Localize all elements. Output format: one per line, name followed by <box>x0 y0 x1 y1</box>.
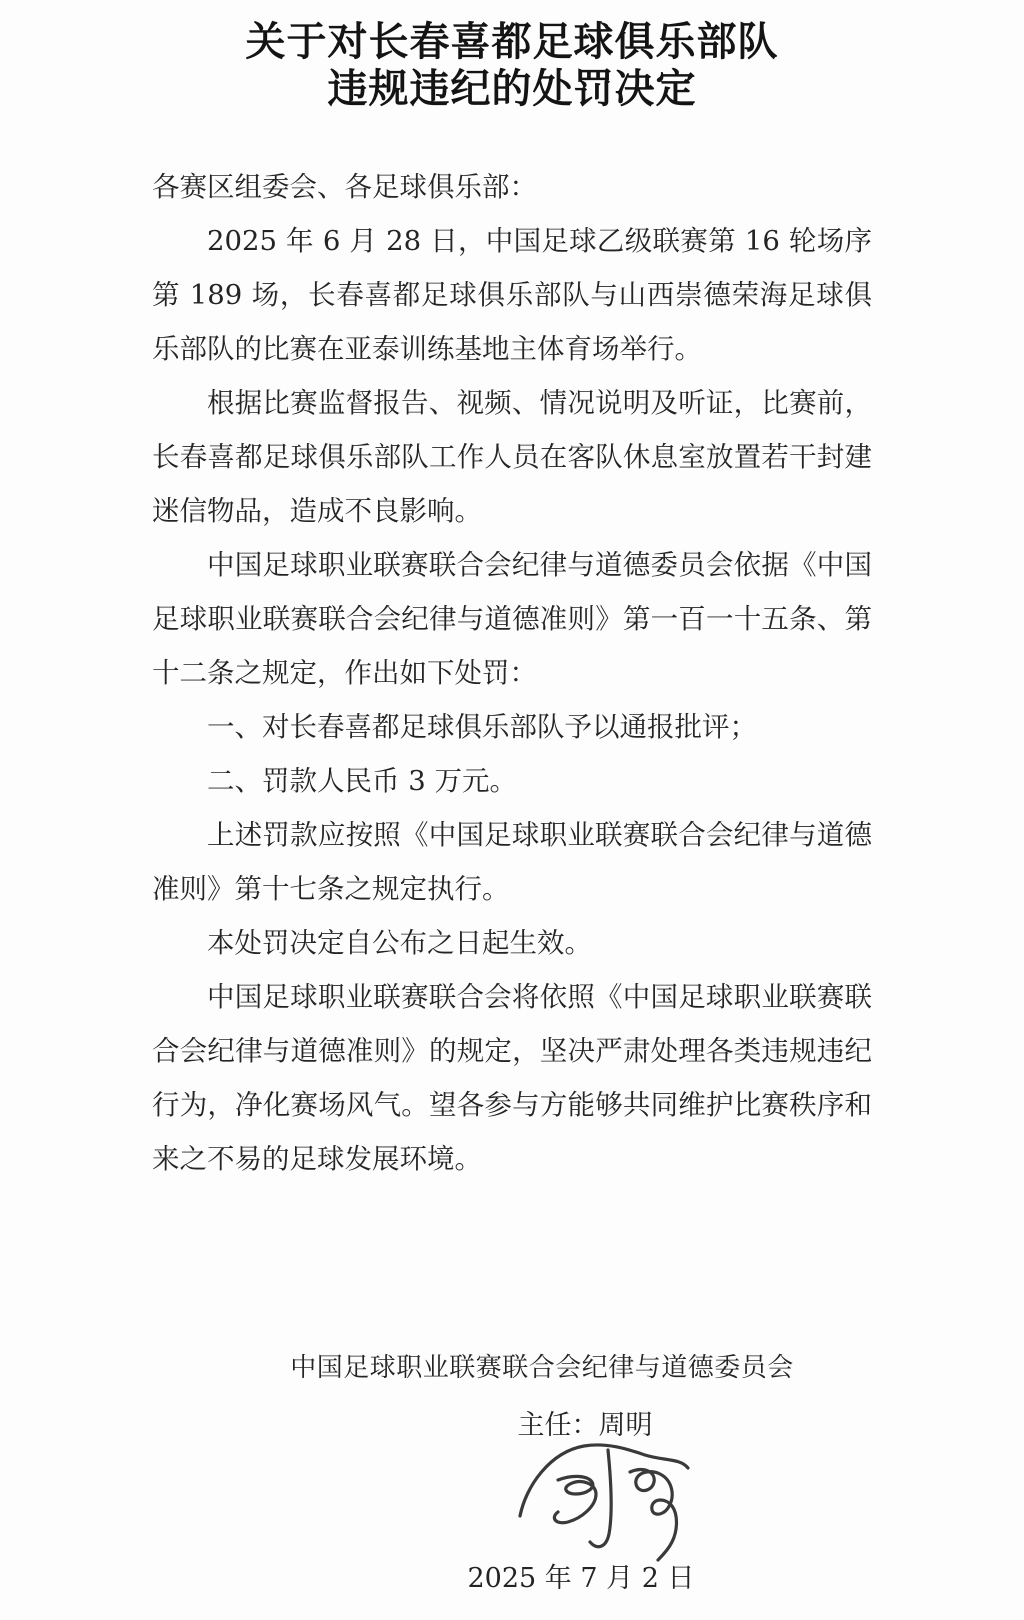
body-paragraph: 中国足球职业联赛联合会纪律与道德委员会依据《中国足球职业联赛联合会纪律与道德准则》第一百一十五条、第十二条之规定，作出如下处罚： <box>152 549 872 689</box>
body-paragraph: 二、罚款人民币 3 万元。 <box>207 765 517 797</box>
document-title-line2: 违规违纪的处罚决定 <box>327 65 697 112</box>
body-paragraph: 本处罚决定自公布之日起生效。 <box>207 927 592 959</box>
body-paragraph: 根据比赛监督报告、视频、情况说明及听证，比赛前，长春喜都足球俱乐部队工作人员在客队休息室放置若干封建迷信物品，造成不良影响。 <box>152 387 872 527</box>
handwritten-signature-icon <box>512 1438 702 1568</box>
body-paragraph: 一、对长春喜都足球俱乐部队予以通报批评； <box>207 711 757 743</box>
signature-signer-line: 主任：周明 <box>517 1410 653 1441</box>
document-title-line1: 关于对长春喜都足球俱乐部队 <box>245 18 779 65</box>
body-paragraph: 中国足球职业联赛联合会将依照《中国足球职业联赛联合会纪律与道德准则》的规定，坚决严肃处理各类违规违纪行为，净化赛场风气。望各参与方能够共同维护比赛秩序和来之不易的足球发展环境。 <box>152 981 872 1175</box>
body-paragraph: 2025 年 6 月 28 日，中国足球乙级联赛第 16 轮场序第 189 场，长春喜都足球俱乐部队与山西崇德荣海足球俱乐部队的比赛在亚泰训练基地主体育场举行。 <box>152 225 872 365</box>
signature-date: 2025 年 7 月 2 日 <box>467 1563 695 1594</box>
document-title <box>0 18 1024 112</box>
signature-organization: 中国足球职业联赛联合会纪律与道德委员会 <box>290 1353 794 1383</box>
paragraph-list <box>152 214 872 1186</box>
body-paragraph: 上述罚款应按照《中国足球职业联赛联合会纪律与道德准则》第十七条之规定执行。 <box>152 819 872 905</box>
salutation: 各赛区组委会、各足球俱乐部： <box>152 171 537 203</box>
document-body <box>152 160 872 1186</box>
